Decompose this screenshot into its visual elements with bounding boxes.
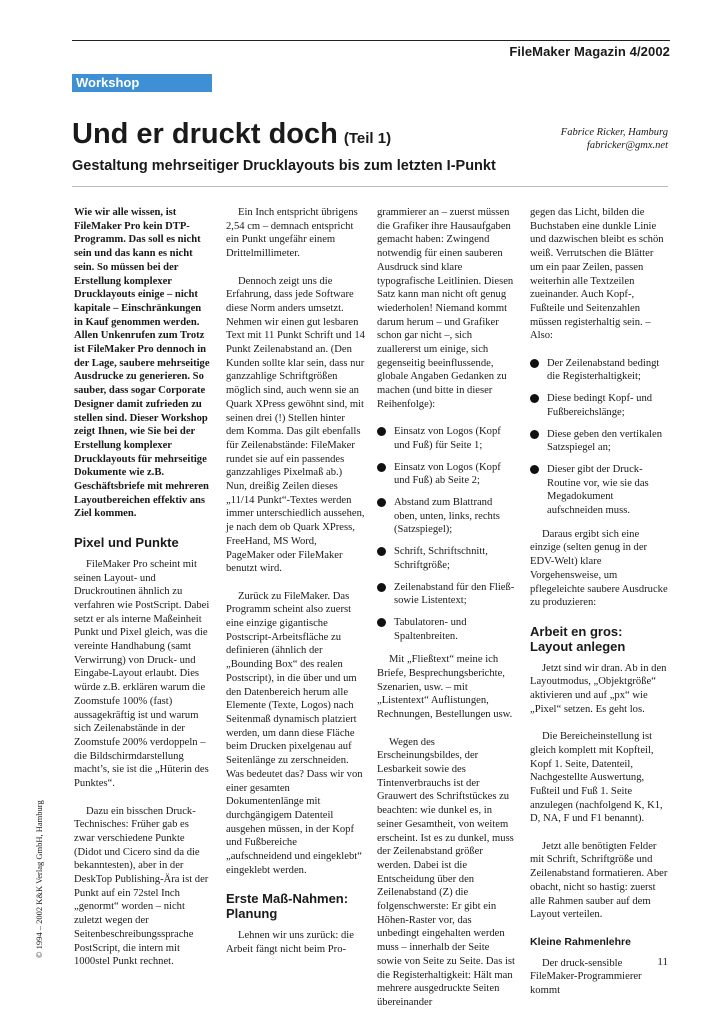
bullet-icon [530,430,539,439]
section-heading: Arbeit en gros: Layout anlegen [530,623,626,654]
list-item: Einsatz von Logos (Kopf und Fuß) für Seite 1; [377,425,516,452]
bullet-icon [377,427,386,436]
body-paragraph: Wegen des Erscheinungsbildes, der Lesbarkeit sowie des Tintenverbrauchs ist der Grauwert des Schriftstückes zu beachten: wie dunkel es, in seiner Gesamtheit, von weitem erscheint. Ist es zu dunkel, muss der Zeilenabstand größer werden. Dabei ist die Entscheidung über den Zeilenabstand (Z) die folgenschwerste: Er gibt ein Höhen-Raster vor, das unbedingt eingehalten werden muss – innerhalb der Seite sowie von Seite zu Seite. Das ist die Registerhaltigkeit: Hält man mehrere ausgedruckte Seiten übereinander [377,736,515,1008]
list-item: Dieser gibt der Druck-Routine vor, wie sie das Megadokument aufschneiden muss. [530,463,668,518]
body-paragraph: gegen das Licht, bilden die Buchstaben eine dunkle Linie und dazwischen bleibt es schön weiß. Verrutschen die Blätter um ein paar Zeilen, passen weiterhin alle Textzeilen zueinander. Auch Kopf-, Fußteile und Seitenzahlen müssen registerhaltig sein. – Also: [530,207,664,342]
bullet-list [530,357,668,518]
author-block [520,126,668,152]
title-text: Und er druckt doch [72,118,338,150]
list-item: Schrift, Schriftschnitt, Schriftgröße; [377,545,516,572]
body-paragraph: Lehnen wir uns zurück: die Arbeit fängt nicht beim Pro- [226,930,354,955]
subsection-heading: Kleine Rahmenlehre [530,935,631,948]
body-paragraph: Mit „Fließtext“ meine ich Briefe, Besprechungsberichte, Szenarien, usw. – mit „Listentext“ Auflistungen, Rechnungen, Bestellungen usw. [377,654,513,721]
list-item: Der Zeilenabstand bedingt die Registerhaltigkeit; [530,357,668,384]
column-1 [74,206,210,983]
body-paragraph: FileMaker Pro scheint mit seinen Layout- und Druckroutinen ähnlich zu verfahren wie PostScript. Dabei setzt er als interne Maßeinheit Punkt und Pixel gleich, was die vereinte Handhabung (samt Verwirrung) von Druck- und Eingabe-Layout erlaubt. Dies würde z.B. erklären warum die Zoomstufe 100% (fast) aussagekräftig ist und warum sich Zeilenabstände in der Zoomstufe 200% verdoppeln – die Bildschirmdarstellung macht’s, sie ist die „Hüterin des Punktes“. [74,558,210,790]
list-item: Diese bedingt Kopf- und Fußbereichslänge; [530,392,668,419]
bullet-list [377,425,516,643]
article-title [72,118,391,151]
list-item: Tabulatoren- und Spaltenbreiten. [377,616,516,643]
list-item: Einsatz von Logos (Kopf und Fuß) ab Seite 2; [377,461,516,488]
author-email: fabricker@gmx.net [586,140,668,151]
body-paragraph: Jetzt sind wir dran. Ab in den Layoutmodus, „Objektgröße“ aktivieren und auf „px“ wie „Pixel“ setzen. Es geht los. [530,662,667,715]
body-paragraph: Die Bereicheinstellung ist gleich komplett mit Kopfteil, Kopf 1. Seite, Datenteil, Nachgestellte Auswertung, Fußteil und Fuß 1. Seite anzulegen (nachfolgend K, K1, D, NA, F und F1 benannt). [530,731,663,825]
author-name: Fabrice Ricker, Hamburg [560,127,668,138]
header-rule [72,40,670,41]
bullet-icon [377,547,386,556]
lead-paragraph: Wie wir alle wissen, ist FileMaker Pro kein DTP-Programm. Das soll es nicht sein und das kann es nicht sein. So müssen bei der Erstellung komplexer Drucklayouts einige – nicht kapitale – Einschränkungen in Kauf genommen werden. Allen Unkenrufen zum Trotz ist FileMaker Pro dennoch in der Lage, saubere mehrseitige Ausdrucke zu generieren. So sauber, dass sogar Corporate Designer damit zufrieden zu stellen sind. Dieser Workshop zeigt Ihnen, wie Sie bei der Erstellung komplexer Drucklayouts für mehrseitige Dokumente wie z.B. Geschäftsbriefe mit mehreren Layoutbereichen effektiv ans Ziel kommen. [74,207,210,520]
bullet-icon [377,498,386,507]
bullet-icon [377,463,386,472]
section-heading: Erste Maß-Nahmen: Planung [226,891,349,922]
bullet-icon [377,583,386,592]
section-heading: Pixel und Punkte [74,534,179,550]
bullet-icon [377,618,386,627]
body-paragraph: grammierer an – zuerst müssen die Grafiker ihre Hausaufgaben gemacht haben: Zwingend notwendig für einen sauberen Ausdruck sind klare typografische Leitlinien. Diesen Satz kann man nicht oft genug wiederholen! Niemand kommt darum herum – und Grafiker schon gar nicht –, sich zuallererst um einige, sich gegenseitig beeinflussende, globale Angaben Gedanken zu machen (und bitte in dieser Reihenfolge): [377,207,514,410]
body-paragraph: Dazu ein bisschen Druck-Technisches: Früher gab es zwar verschiedene Punkte (Didot und Cicero sind da die bekanntesten), aber in der DeskTop Publishing-Ära ist der Punkt auf ein 72stel Inch „genormt“ worden – nicht zuletzt wegen der Seitenbeschreibungssprache PostScript, die intern mit 1000stel Punkt rechnet. [74,805,209,968]
column-4 [530,206,668,1011]
list-item: Abstand zum Blattrand oben, unten, links, rechts (Satzspiegel); [377,496,516,537]
column-2 [226,206,365,970]
page-number: 11 [657,956,668,968]
body-paragraph: Jetzt alle benötigten Felder mit Schrift, Schriftgröße und Zeilenabstand formatieren. Aber obacht, nicht so hastig: zuerst alle Rahmen sauber auf dem Layout verteilen. [530,840,668,921]
magazine-title: FileMaker Magazin 4/2002 [509,44,670,59]
title-suffix: (Teil 1) [343,130,392,147]
subtitle-rule [72,186,668,187]
body-paragraph: Der druck-sensible FileMaker-Programmierer kommt [530,957,642,997]
body-paragraph: Daraus ergibt sich eine einzige (selten genug in der EDV-Welt) klare Vorgehensweise, um pflegeleichte saubere Ausdrucke zu produzieren: [530,528,668,609]
rubric-badge: Workshop [72,74,212,92]
copyright-note: © 1994 – 2002 K&K Verlag GmbH, Hamburg [34,800,44,958]
article-subtitle: Gestaltung mehrseitiger Drucklayouts bis zum letzten I-Punkt [72,158,496,174]
list-item: Zeilenabstand für den Fließ- sowie Listentext; [377,581,516,608]
body-paragraph: Zurück zu FileMaker. Das Programm scheint also zuerst eine einzige gigantische Postscript-Arbeitsfläche zu definieren (ähnlich der „Bounding Box“ des realen Postscript), in die über und um den Datenbereich herum alle Elemente (Texte, Logos) nach Seitenmaß dynamisch platziert werden, um dann diese Fläche beim Drucken pixelgenau auf Seitenlänge zu zerschneiden. Was bedeutet das? Dass wir von einer gesamten Dokumentenlänge mit durchgängigem Datenteil ausgehen müssen, in der Kopf und Fußbereiche „aufschneidend und eingeklebt“ eingeklebt werden. [226,590,363,876]
column-3 [377,206,516,1023]
bullet-icon [530,465,539,474]
bullet-icon [530,359,539,368]
body-paragraph: Ein Inch entspricht übrigens 2,54 cm – demnach entspricht ein Punkt ungefähr einem Drittelmillimeter. [226,207,358,260]
bullet-icon [530,394,539,403]
list-item: Diese geben den vertikalen Satzspiegel an; [530,428,668,455]
body-paragraph: Dennoch zeigt uns die Erfahrung, dass jede Software diese Norm anders umsetzt. Nehmen wir einen gut lesbaren Text mit 11 Punkt Schrift und 14 Punkt Zeilenabstand an. (Den Kunden sollte klar sein, dass nur ganzzahlige Schriftgrößen möglich sind, auch wenn sie an Quark XPress gewöhnt sind, mit seinen drei (!) Stellen hinter dem Komma. Das gilt ebenfalls für Zeilenabstände: FileMaker rundet sie auf ein passendes ganzzahliges Pixelmaß ab.) Nun, dreißig Zeilen dieses „11/14 Punkt“-Textes werden immer unterschiedlich aussehen, je nach dem ob Quark XPress, FreeHand, MS Word, PageMaker oder FileMaker benutzt wird. [226,275,365,575]
